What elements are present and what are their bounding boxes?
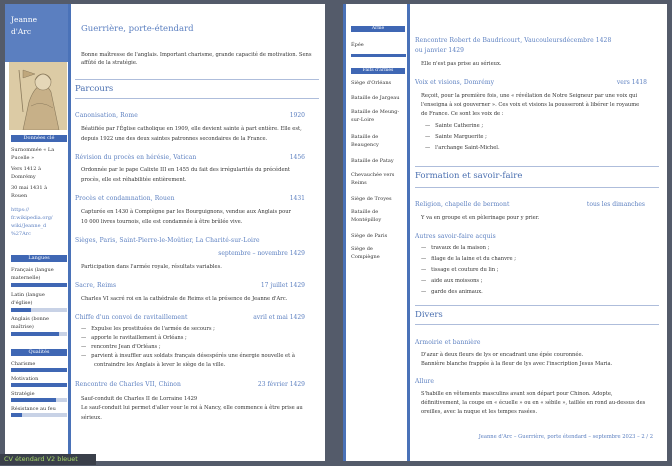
bullet-item: — rencontre Jean d'Orléans ; bbox=[81, 344, 161, 350]
section-title-formation: Formation et savoir-faire bbox=[415, 171, 523, 181]
name-box bbox=[5, 4, 68, 62]
languages-heading: Langues bbox=[11, 255, 67, 262]
bullet-item: — garde des animaux. bbox=[421, 289, 483, 295]
entry-text: depuis 1922 une des deux saintes patronnes secondaires de la France. bbox=[81, 136, 268, 142]
divider bbox=[75, 79, 319, 80]
sidebar-edge bbox=[407, 4, 410, 461]
feat-item: Siège de Paris bbox=[351, 233, 388, 239]
feat-item: Siège d'Orléans bbox=[351, 80, 392, 86]
language-level-bar bbox=[11, 308, 67, 312]
entry-text: Y va en groupe et en pèlerinage pour y prier. bbox=[421, 215, 540, 221]
feat-item: Siège de bbox=[351, 246, 373, 252]
feat-item: Compiègne bbox=[351, 254, 380, 260]
entry-text: Participation dans l'armée royale, résultats variables. bbox=[81, 264, 222, 270]
language-label: Latin (langue bbox=[11, 292, 45, 298]
window-title-label: CV étendard V2 bleuet bbox=[0, 454, 96, 465]
page-edge bbox=[343, 4, 346, 461]
feat-item: Bataille de bbox=[351, 134, 379, 140]
entry-title: Rencontre Robert de Baudricourt, Vaucouleursdécembre 1428 bbox=[415, 37, 612, 44]
language-level-bar bbox=[11, 332, 67, 336]
entry-date: avril et mai 1429 bbox=[253, 314, 305, 321]
divider bbox=[415, 166, 659, 167]
intro-text: Bonne maîtresse de l'anglais. Important charisme, grande capacité de motivation. Sens bbox=[81, 52, 312, 58]
feats-heading: Faits d'armes bbox=[351, 68, 405, 74]
contact-line: Vers 1412 à bbox=[11, 166, 41, 172]
section-title-parcours: Parcours bbox=[75, 84, 114, 94]
feat-item: Siège de Troyes bbox=[351, 196, 392, 202]
bullet-item: — filage de la laine et du chanvre ; bbox=[421, 256, 516, 262]
contact-line: Surnommée « La bbox=[11, 147, 55, 153]
language-level-fill bbox=[11, 308, 31, 312]
entry-title: Canonisation, Rome bbox=[75, 112, 138, 119]
bullet-text: garde des animaux. bbox=[431, 289, 483, 295]
entry-date: 17 juillet 1429 bbox=[260, 282, 305, 289]
bullet-item: — l'archange Saint-Michel. bbox=[425, 145, 500, 151]
bullet-text: Sainte Marguerite ; bbox=[435, 134, 487, 140]
entry-title: Procès et condamnation, Rouen bbox=[75, 195, 175, 202]
entry-date: septembre – novembre 1429 bbox=[218, 250, 305, 257]
entry-date: 1920 bbox=[289, 112, 305, 119]
entry-text: Charles VI sacré roi en la cathédrale de Reims et la présence de Jeanne d'Arc. bbox=[81, 296, 288, 302]
quality-level-fill bbox=[11, 383, 67, 387]
bullet-item: — tissage et couture du lin ; bbox=[421, 267, 499, 273]
wiki-link[interactable]: https:// bbox=[11, 207, 30, 213]
quality-level-bar bbox=[11, 383, 67, 387]
contact-heading: Données clé bbox=[11, 135, 67, 142]
quality-label: Stratégie bbox=[11, 391, 35, 397]
entry-title: Autres savoir-faire acquis bbox=[415, 233, 496, 240]
entry-title: Religion, chapelle de bermont bbox=[415, 201, 510, 208]
divider bbox=[415, 324, 659, 325]
wiki-link[interactable]: fr.wikipedia.org/ bbox=[11, 215, 53, 221]
entry-title: Armoirie et bannière bbox=[415, 339, 481, 346]
quality-level-bar bbox=[11, 368, 67, 372]
bullet-item: — aide aux moissons ; bbox=[421, 278, 483, 284]
wiki-link[interactable]: %27Arc bbox=[11, 231, 31, 237]
entry-text: Le sauf-conduit lui permet d'aller vour le roi à Nancy, elle commence à être prise au bbox=[81, 405, 303, 411]
entry-text: Capturée en 1430 à Compiègne par les Bourguignons, vendue aux Anglais pour bbox=[81, 209, 292, 215]
feat-item: Bataille de Jargeau bbox=[351, 95, 400, 101]
feat-item: Beaugency bbox=[351, 142, 379, 148]
page-footer: Jeanne d'Arc – Guerrière, porte étendard – septembre 2023 – 2 / 2 bbox=[478, 434, 653, 440]
feat-item: Chevauchée vers bbox=[351, 172, 395, 178]
bullet-item: — apporte le ravitaillement à Orléans ; bbox=[81, 335, 187, 341]
divider bbox=[415, 187, 659, 188]
entry-text: sérieux. bbox=[81, 415, 102, 421]
qualities-heading: Qualités bbox=[11, 349, 67, 356]
bullet-item: — Expulse les prostituées de l'armée de secours ; bbox=[81, 326, 215, 332]
page-title: Guerrière, porte-étendard bbox=[81, 24, 194, 34]
entry-title: Sièges, Paris, Saint-Pierre-le-Moûtier, La Charité-sur-Loire bbox=[75, 237, 260, 244]
weapon-bar bbox=[351, 54, 406, 57]
entry-text: Béatifiée par l'Église catholique en 1909, elle devient sainte à part entière. Elle est, bbox=[81, 126, 302, 132]
entry-title: Voix et visions, Domrémy bbox=[415, 79, 495, 86]
language-label: maîtrise) bbox=[11, 324, 34, 330]
sidebar bbox=[5, 4, 69, 461]
main-content bbox=[75, 4, 321, 461]
feat-item: Montépilloy bbox=[351, 217, 382, 223]
quality-level-fill bbox=[11, 398, 56, 402]
entry-date: 1456 bbox=[289, 154, 305, 161]
bullet-text: tissage et couture du lin ; bbox=[431, 267, 499, 273]
quality-level-bar bbox=[11, 398, 67, 402]
feat-item: Bataille de bbox=[351, 209, 379, 215]
language-label: d'église) bbox=[11, 300, 33, 306]
sidebar-edge bbox=[68, 4, 71, 461]
contact-line: Pucelle » bbox=[11, 155, 35, 161]
entry-title: Révision du procès en hérésie, Vatican bbox=[75, 154, 197, 161]
bullet-text: l'archange Saint-Michel. bbox=[435, 145, 500, 151]
bullet-text: parvient à insuffler aux soldats français désespérés une énergie nouvelle et à bbox=[91, 353, 295, 359]
bullet-item: — Sainte Marguerite ; bbox=[425, 134, 487, 140]
sidebar bbox=[343, 4, 408, 461]
weapon-value: Épée bbox=[351, 42, 364, 48]
entry-title: Rencontre de Charles VII, Chinon bbox=[75, 381, 181, 388]
entry-text: procès, elle est réhabilitée entièrement. bbox=[81, 177, 187, 183]
portrait-image bbox=[9, 62, 67, 130]
entry-text: D'azur à deux fleurs de lys or encadrant une épée couronnée. bbox=[421, 352, 584, 358]
bullet-item: — travaux de la maison ; bbox=[421, 245, 490, 251]
bullet-continuation: contraindre les Anglais à lever le siège de la ville. bbox=[94, 362, 226, 368]
language-level-bar bbox=[11, 283, 67, 287]
entry-title: Allure bbox=[415, 378, 435, 385]
feat-item: Reims bbox=[351, 180, 367, 186]
contact-line: Rouen bbox=[11, 193, 28, 199]
bullet-text: Expulse les prostituées de l'armée de secours ; bbox=[91, 326, 215, 332]
entry-text: 10 000 livres tournois, elle est condamnée à être brûlée vive. bbox=[81, 219, 243, 225]
name-line-2: d'Arc bbox=[11, 27, 32, 36]
entry-date: 1431 bbox=[289, 195, 305, 202]
language-level-fill bbox=[11, 332, 59, 336]
divider bbox=[75, 98, 319, 99]
name-line-1: Jeanne bbox=[11, 15, 38, 24]
bullet-text: filage de la laine et du chanvre ; bbox=[431, 256, 516, 262]
entry-text: l'enseigna à soi gouverner ». Ces voix et visions la pousseront à libérer le royaume bbox=[421, 102, 640, 108]
bullet-text: travaux de la maison ; bbox=[431, 245, 490, 251]
page-1 bbox=[5, 4, 325, 461]
entry-date: tous les dimanches bbox=[586, 201, 645, 208]
entry-date: vers 1418 bbox=[616, 79, 647, 86]
entry-title: Sacre, Reims bbox=[75, 282, 117, 289]
feat-item: Bataille de Meung- bbox=[351, 109, 400, 115]
weapon-heading: Arme bbox=[351, 26, 405, 32]
entry-text: Elle n'est pas prise au sérieux. bbox=[421, 61, 502, 67]
wiki-link[interactable]: wiki/Jeanne_d bbox=[11, 223, 47, 229]
contact-line: Domrémy bbox=[11, 174, 36, 180]
quality-level-fill bbox=[11, 368, 67, 372]
bullet-text: aide aux moissons ; bbox=[431, 278, 483, 284]
entry-text: oreilles, avec la nuque et les tempes rasées. bbox=[421, 409, 538, 415]
entry-text: Ordonnée par le pape Calixte III en 1455 du fait des irrégularités du précédent bbox=[81, 167, 290, 173]
language-label: Anglais (bonne bbox=[11, 316, 49, 322]
bullet-item: — Sainte Catherine ; bbox=[425, 123, 484, 129]
main-content bbox=[415, 4, 661, 461]
entry-text: S'habille en vêtements masculins avant son départ pour Chinon. Adopte, bbox=[421, 391, 613, 397]
entry-text: de France. Ce sont les voix de : bbox=[421, 111, 504, 117]
bullet-item: — parvient à insuffler aux soldats français désespérés une énergie nouvelle et à bbox=[81, 353, 295, 359]
feat-item: sur-Loire bbox=[351, 117, 375, 123]
language-label: maternelle) bbox=[11, 275, 41, 281]
entry-date: 23 février 1429 bbox=[257, 381, 305, 388]
bullet-text: apporte le ravitaillement à Orléans ; bbox=[91, 335, 187, 341]
contact-line: 30 mai 1431 à bbox=[11, 185, 48, 191]
section-title-divers: Divers bbox=[415, 310, 443, 320]
bullet-text: Sainte Catherine ; bbox=[435, 123, 484, 129]
quality-label: Résistance au feu bbox=[11, 406, 56, 412]
quality-level-fill bbox=[11, 413, 22, 417]
divider bbox=[415, 305, 659, 306]
entry-text: Reçoit, pour la première fois, une « révélation de Notre Seigneur par une voix qui bbox=[421, 93, 638, 99]
entry-text: Sauf-conduit de Charles II de Lorraine 1429 bbox=[81, 396, 198, 402]
quality-level-bar bbox=[11, 413, 67, 417]
entry-text: Bannière blanche frappée à la fleur de lys avec l'inscription Jesus Maria. bbox=[421, 361, 613, 367]
bullet-text: rencontre Jean d'Orléans ; bbox=[91, 344, 161, 350]
entry-title: Chiffe d'un convoi de ravitaillement bbox=[75, 314, 188, 321]
feat-item: Bataille de Patay bbox=[351, 158, 394, 164]
quality-label: Motivation bbox=[11, 376, 39, 382]
language-label: Français (langue bbox=[11, 267, 54, 273]
intro-text: affûté de la stratégie. bbox=[81, 60, 138, 66]
page-2 bbox=[343, 4, 667, 461]
quality-label: Charisme bbox=[11, 361, 36, 367]
entry-title: ou janvier 1429 bbox=[415, 47, 465, 54]
entry-text: définitivement, la coupe en « écuelle » ou en « sébile », taillée en rond au-dessus des bbox=[421, 400, 646, 406]
language-level-fill bbox=[11, 283, 67, 287]
